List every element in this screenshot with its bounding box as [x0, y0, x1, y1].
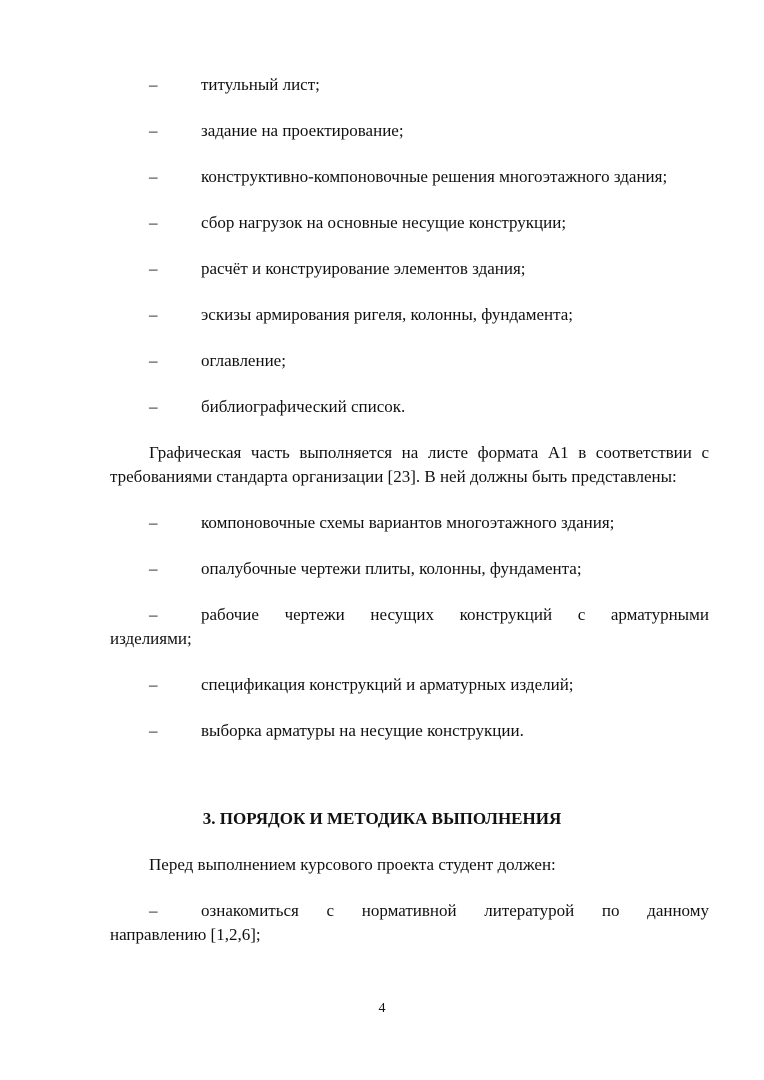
- list-item-text: выборка арматуры на несущие конструкции.: [201, 721, 524, 740]
- list-item-text: задание на проектирование;: [201, 121, 404, 140]
- list-item-text: компоновочные схемы вариантов многоэтажного здания;: [201, 513, 615, 532]
- list-item-text: ознакомиться с нормативной литературой по данному: [201, 901, 709, 920]
- list-item-text: опалубочные чертежи плиты, колонны, фундамента;: [201, 559, 582, 578]
- list-item-text: оглавление;: [201, 351, 286, 370]
- list-item-continuation: изделиями;: [110, 629, 192, 648]
- paragraph-line: Перед выполнением курсового проекта студент должен:: [149, 855, 556, 874]
- paragraph-line: требованиями стандарта организации [23]. В ней должны быть представлены:: [110, 467, 677, 486]
- document-page: – титульный лист; – задание на проектирование; – конструктивно-компоновочные решения многоэтажного здания; – сбор нагрузок на основные несущие конструкции; – расчёт и конструирование элементов здания; – эскизы армирования ригеля, колонны, фундамента; – оглавление; – библиографический список. Графическая часть выполняется на листе формата А1 в соответствии с требованиями стандарта организации [23]. В ней должны быть представлены: – компоновочные схемы вариантов многоэтажного здания; – опалубочные чертежи плиты, колонны, фундамента; – рабочие чертежи несущих конструкций с арматурными изделиями; – спецификация конструкций и арматурных изделий; – выборка арматуры на несущие конструкции. 3. ПОРЯДОК И МЕТОДИКА ВЫПОЛНЕНИЯ Перед выполнением курсового проекта студент должен: – ознакомиться с нормативной литературой по данному направлению [1,2,6]; 4: [0, 0, 764, 1080]
- list-item-text: библиографический список.: [201, 397, 406, 416]
- section-heading: 3. ПОРЯДОК И МЕТОДИКА ВЫПОЛНЕНИЯ: [202, 809, 562, 828]
- page-number: 4: [378, 1001, 386, 1016]
- list-item-continuation: направлению [1,2,6];: [110, 925, 261, 944]
- list-item-text: рабочие чертежи несущих конструкций с арматурными: [201, 605, 709, 624]
- paragraph-line: Графическая часть выполняется на листе формата А1 в соответствии с: [149, 443, 709, 462]
- list-item-text: расчёт и конструирование элементов здания;: [201, 259, 526, 278]
- list-item-text: сбор нагрузок на основные несущие конструкции;: [201, 213, 567, 232]
- list-item-text: конструктивно-компоновочные решения многоэтажного здания;: [201, 167, 668, 186]
- list-item-text: спецификация конструкций и арматурных изделий;: [201, 675, 574, 694]
- list-item-text: титульный лист;: [201, 75, 320, 94]
- list-item-text: эскизы армирования ригеля, колонны, фундамента;: [201, 305, 573, 324]
